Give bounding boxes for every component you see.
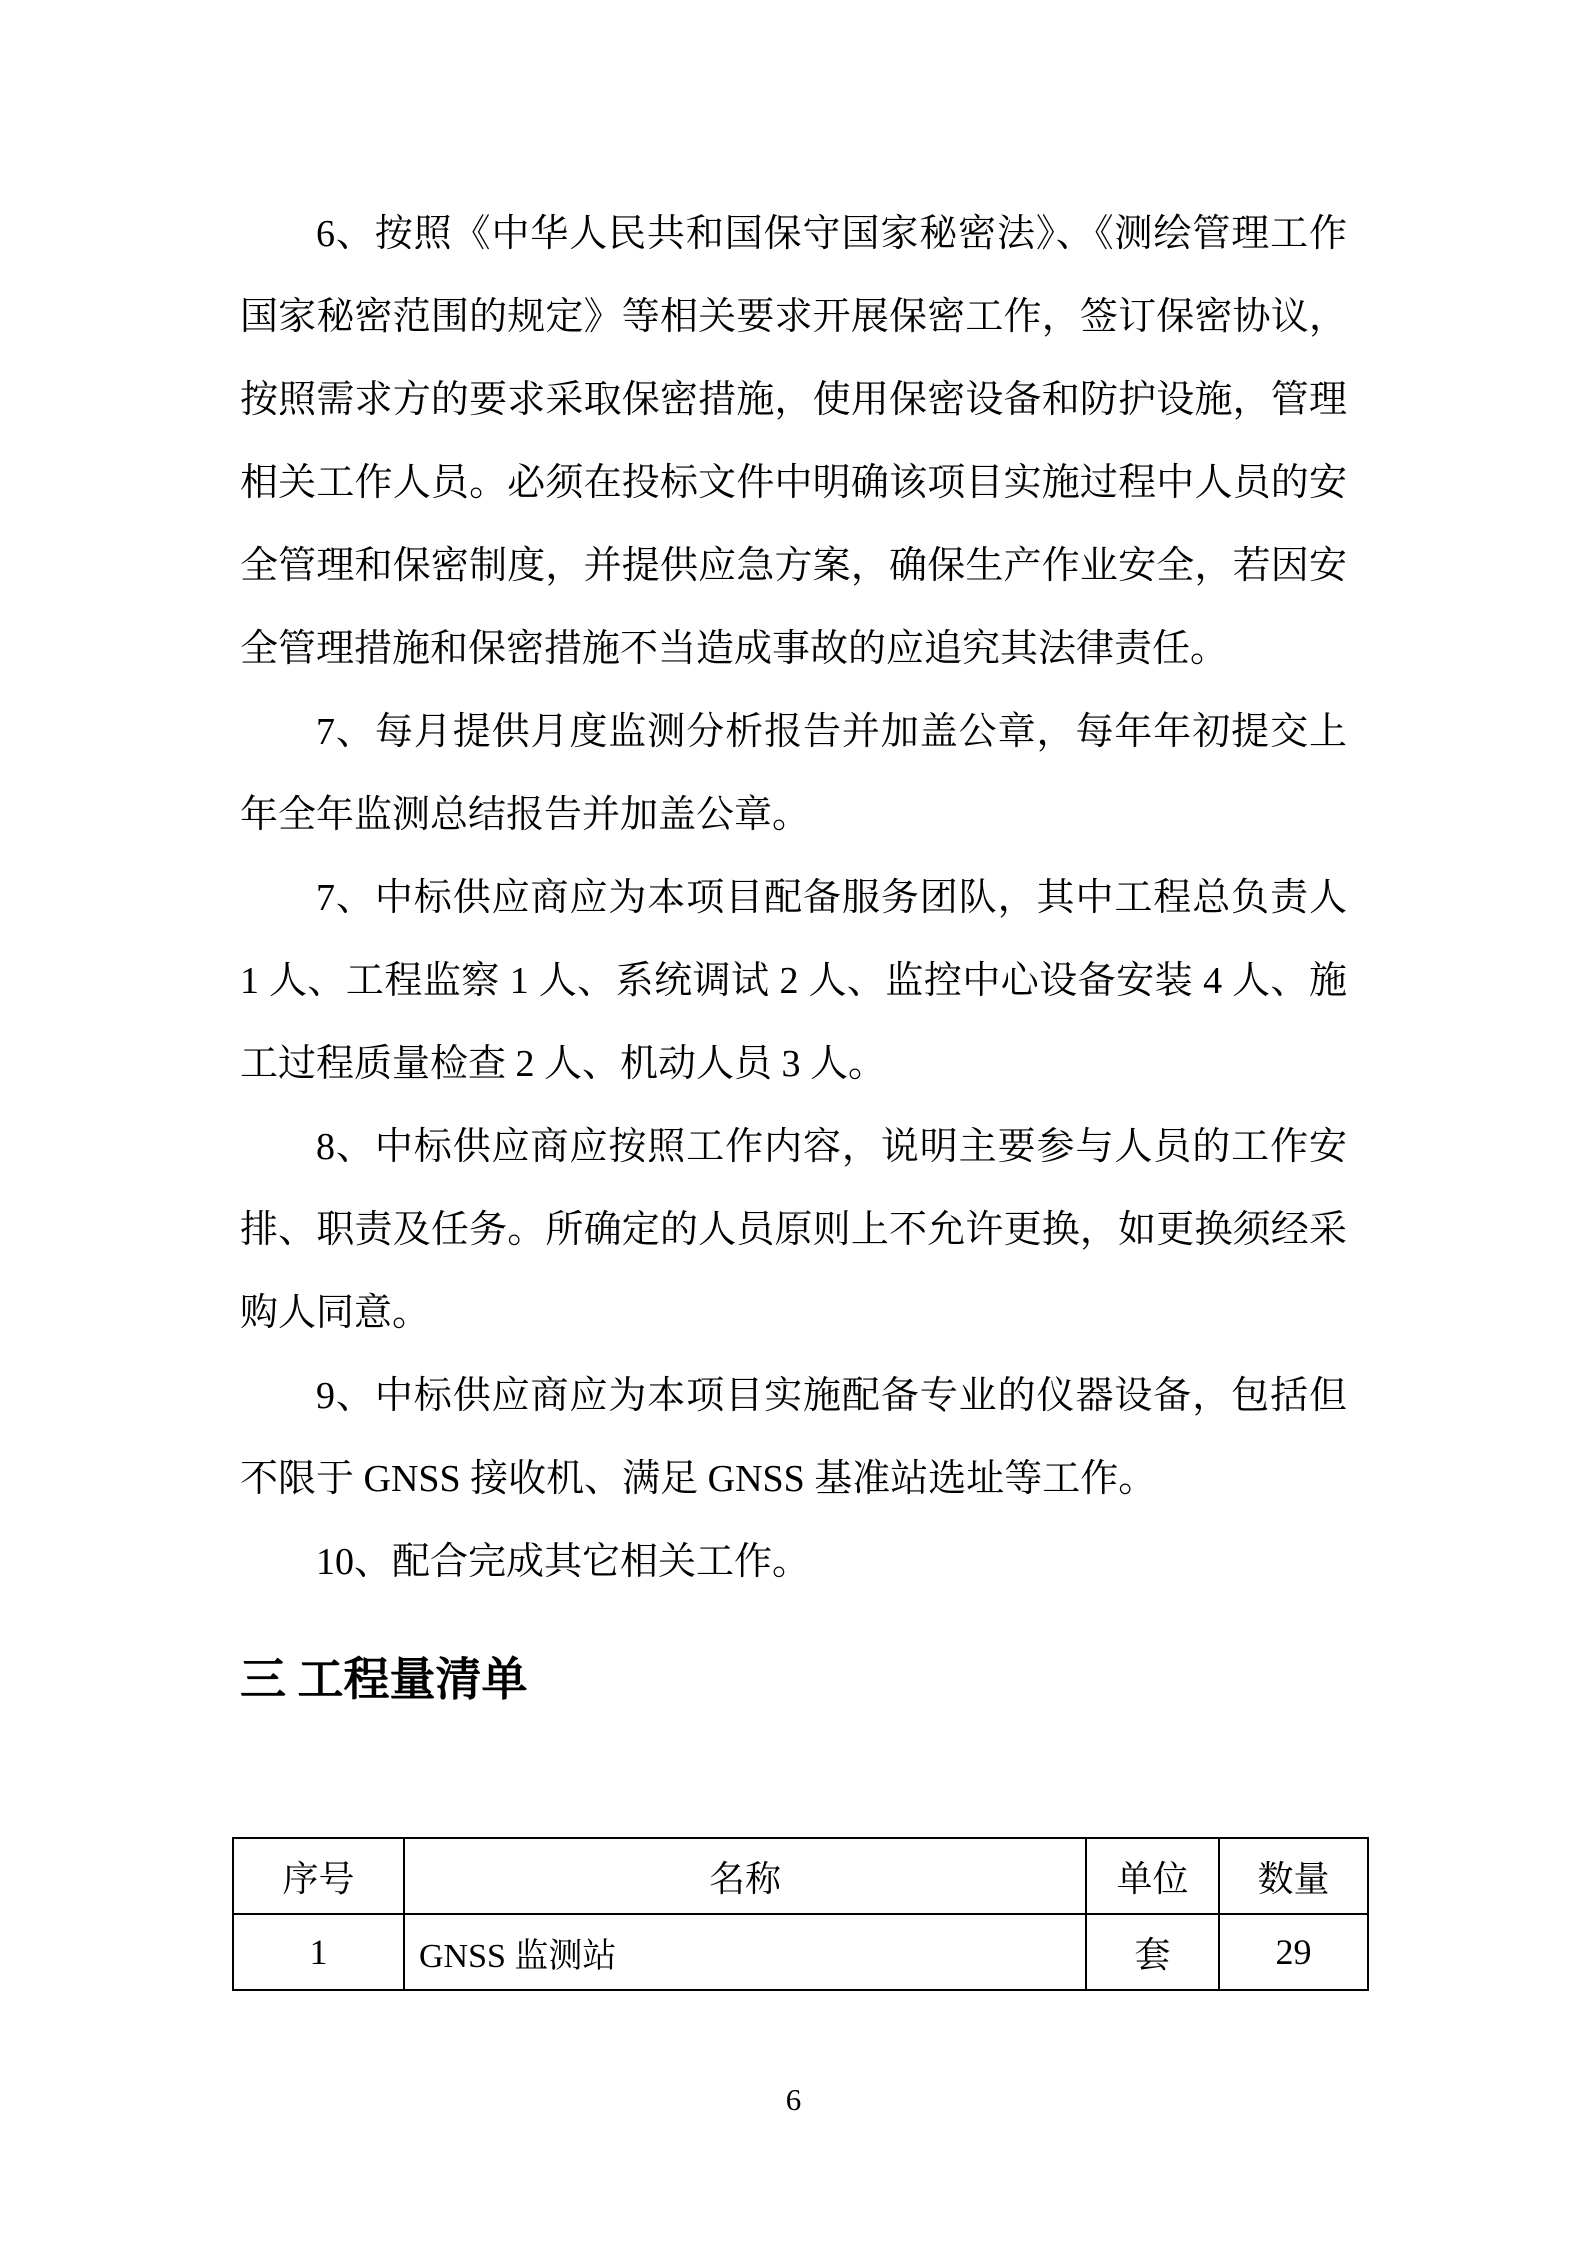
table-row <box>233 1914 1368 1990</box>
table-header-name: 名称 <box>404 1838 1086 1914</box>
paragraph-6: 6、按照《中华人民共和国保守国家秘密法》、《测绘管理工作国家秘密范围的规定》等相关要求开展保密工作，签订保密协议，按照需求方的要求采取保密措施，使用保密设备和防护设施，管理相关工作人员。必须在投标文件中明确该项目实施过程中人员的安全管理和保密制度，并提供应急方案，确保生产作业安全，若因安全管理措施和保密措施不当造成事故的应追究其法律责任。 <box>240 213 1347 670</box>
paragraph-10: 10、配合完成其它相关工作。 <box>316 1541 811 1583</box>
page-number: 6 <box>785 2082 802 2117</box>
body-text <box>240 193 1347 1604</box>
table-header-qty: 数量 <box>1219 1838 1368 1914</box>
table-header-row <box>233 1838 1368 1914</box>
paragraph-9: 9、中标供应商应为本项目实施配备专业的仪器设备，包括但不限于 GNSS 接收机、满足 GNSS 基准站选址等工作。 <box>240 1375 1347 1500</box>
paragraph-8: 8、中标供应商应按照工作内容，说明主要参与人员的工作安排、职责及任务。所确定的人员原则上不允许更换，如更换须经采购人同意。 <box>240 1126 1347 1334</box>
paragraph-7a: 7、每月提供月度监测分析报告并加盖公章，每年年初提交上年全年监测总结报告并加盖公章。 <box>240 711 1347 836</box>
cell-name: GNSS 监测站 <box>404 1914 1086 1990</box>
section-heading-bill-of-quantities: 三 工程量清单 <box>240 1654 528 1705</box>
table-header-seq: 序号 <box>233 1838 404 1914</box>
cell-seq: 1 <box>233 1914 404 1990</box>
paragraph-7b: 7、中标供应商应为本项目配备服务团队，其中工程总负责人 1 人、工程监察 1 人、系统调试 2 人、监控中心设备安装 4 人、施工过程质量检查 2 人、机动人员 3 人。 <box>240 877 1347 1085</box>
table-header-unit: 单位 <box>1086 1838 1219 1914</box>
quantities-table <box>232 1837 1369 1991</box>
cell-qty: 29 <box>1219 1914 1368 1990</box>
cell-unit: 套 <box>1086 1914 1219 1990</box>
